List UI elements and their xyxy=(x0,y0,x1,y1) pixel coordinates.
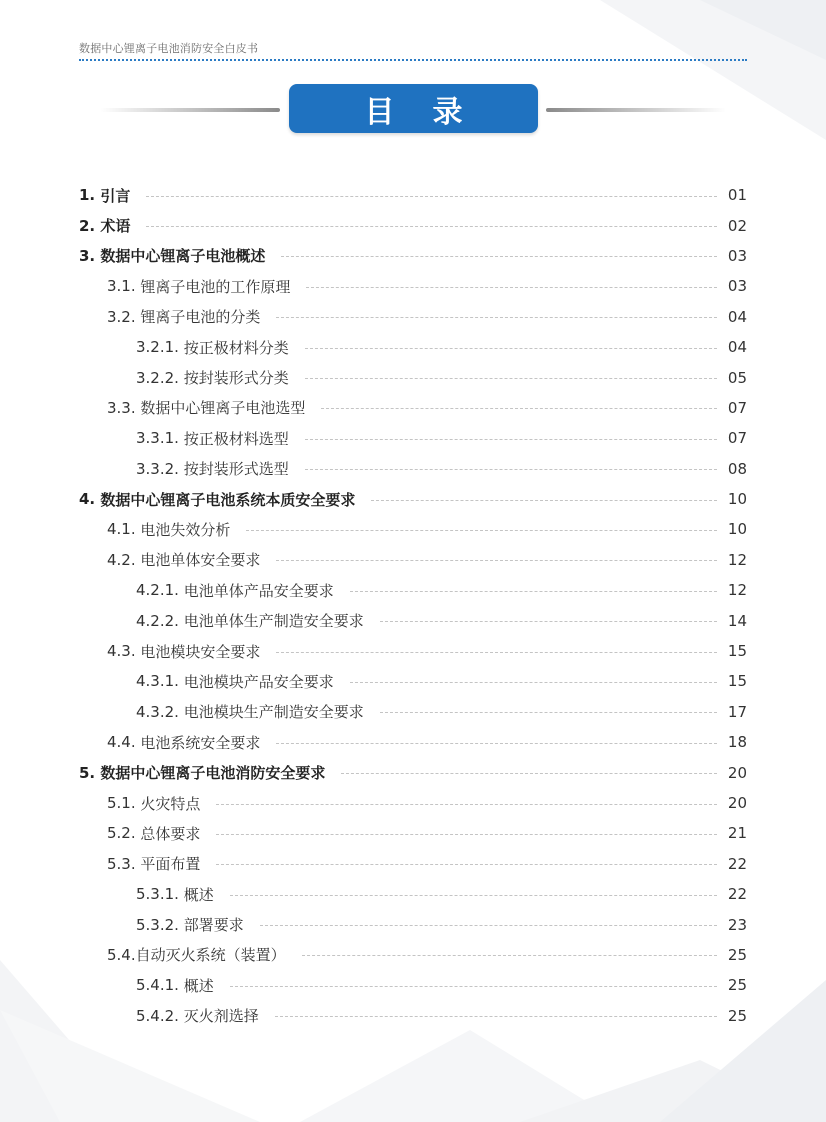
toc-dotted-leader xyxy=(281,256,717,257)
toc-entry[interactable] xyxy=(79,362,747,392)
toc-title-banner xyxy=(0,84,826,134)
toc-dotted-leader xyxy=(276,317,717,318)
toc-entry-number: 3.2.1. xyxy=(136,338,184,357)
toc-entry-number: 4. xyxy=(79,490,101,509)
toc-entry[interactable] xyxy=(79,484,747,514)
toc-entry-label: 术语 xyxy=(100,217,131,236)
toc-entry[interactable] xyxy=(79,302,747,332)
toc-entry-label: 概述 xyxy=(183,885,214,904)
toc-entry-number: 5. xyxy=(79,763,101,782)
toc-entry-number: 3.2.2. xyxy=(136,368,184,387)
toc-entry-number: 5.4.2. xyxy=(136,1006,184,1025)
toc-entry-label: 平面布置 xyxy=(140,855,201,874)
toc-dotted-leader xyxy=(371,500,717,501)
toc-entry-number: 4.2.2. xyxy=(136,611,184,630)
toc-entry-number: 5.2. xyxy=(107,824,141,843)
toc-dotted-leader xyxy=(350,682,717,683)
title-decor-line-left xyxy=(100,108,280,112)
toc-entry-number: 4.1. xyxy=(107,520,141,539)
toc-dotted-leader xyxy=(380,621,717,622)
toc-dotted-leader xyxy=(146,196,717,197)
toc-entry-label: 按正极材料分类 xyxy=(183,338,289,357)
toc-entry[interactable] xyxy=(79,393,747,423)
toc-dotted-leader xyxy=(305,439,717,440)
toc-entry-page-number: 15 xyxy=(727,642,747,661)
toc-entry[interactable] xyxy=(79,636,747,666)
toc-entry-label: 火灾特点 xyxy=(140,794,201,813)
toc-entry-number: 5.4.1. xyxy=(136,976,184,995)
toc-entry-page-number: 08 xyxy=(727,459,747,478)
toc-entry-number: 5.1. xyxy=(107,794,141,812)
toc-entry-label: 电池单体产品安全要求 xyxy=(183,581,334,600)
toc-entry[interactable] xyxy=(79,514,747,544)
toc-dotted-leader xyxy=(321,408,717,409)
toc-entry[interactable] xyxy=(79,575,747,605)
header-dotted-rule xyxy=(79,59,747,61)
toc-entry-page-number: 14 xyxy=(727,611,747,630)
toc-entry[interactable] xyxy=(79,545,747,575)
toc-entry-label: 数据中心锂离子电池概述 xyxy=(100,247,266,266)
toc-entry-number: 5.3.1. xyxy=(136,885,184,904)
toc-entry-page-number: 10 xyxy=(727,520,747,539)
toc-entry-label: 锂离子电池的分类 xyxy=(140,308,261,327)
toc-entry[interactable] xyxy=(79,697,747,727)
toc-entry-page-number: 20 xyxy=(727,763,747,782)
toc-entry-number: 1. xyxy=(79,186,101,205)
toc-entry-number: 4.2. xyxy=(107,550,141,569)
toc-entry-number: 3.3. xyxy=(107,398,141,417)
toc-entry[interactable] xyxy=(79,788,747,818)
toc-entry-label: 数据中心锂离子电池选型 xyxy=(140,399,306,418)
toc-entry-page-number: 10 xyxy=(727,490,747,509)
toc-entry-label: 数据中心锂离子电池消防安全要求 xyxy=(100,764,326,783)
toc-entry-number: 3.2. xyxy=(107,307,141,326)
toc-dotted-leader xyxy=(275,1016,717,1017)
toc-entry-number: 4.3.2. xyxy=(136,702,184,721)
toc-entry-label: 电池模块产品安全要求 xyxy=(183,672,334,691)
toc-entry-page-number: 12 xyxy=(727,550,747,569)
toc-entry-page-number: 22 xyxy=(727,885,747,904)
toc-entry-label: 灭火剂选择 xyxy=(183,1007,259,1026)
toc-entry-number: 3.3.1. xyxy=(136,429,184,448)
toc-entry-label: 电池模块安全要求 xyxy=(140,642,261,661)
toc-dotted-leader xyxy=(305,469,717,470)
toc-dotted-leader xyxy=(305,378,717,379)
toc-entry[interactable] xyxy=(79,454,747,484)
toc-entry-page-number: 03 xyxy=(727,277,747,296)
toc-dotted-leader xyxy=(341,773,717,774)
toc-dotted-leader xyxy=(246,530,717,531)
toc-entry-page-number: 03 xyxy=(727,246,747,265)
toc-entry[interactable] xyxy=(79,940,747,970)
toc-dotted-leader xyxy=(230,895,717,896)
toc-title-box xyxy=(289,84,538,133)
toc-dotted-leader xyxy=(230,986,717,987)
toc-entry-page-number: 17 xyxy=(727,702,747,721)
toc-entry[interactable] xyxy=(79,423,747,453)
toc-entry[interactable] xyxy=(79,1001,747,1031)
toc-entry-number: 5.3.2. xyxy=(136,915,184,934)
toc-entry[interactable] xyxy=(79,605,747,635)
toc-entry[interactable] xyxy=(79,757,747,787)
toc-dotted-leader xyxy=(350,591,717,592)
toc-entry-label: 电池单体安全要求 xyxy=(140,551,261,570)
toc-entry-label: 自动灭火系统（装置） xyxy=(135,946,286,965)
toc-entry-number: 4.3. xyxy=(107,642,141,661)
toc-entry-number: 3.3.2. xyxy=(136,459,184,478)
toc-entry-number: 3.1. xyxy=(107,277,141,296)
toc-entry-label: 按封装形式选型 xyxy=(183,460,289,479)
toc-entry[interactable] xyxy=(79,210,747,240)
toc-entry-page-number: 05 xyxy=(727,368,747,387)
toc-entry-label: 部署要求 xyxy=(183,916,244,935)
toc-dotted-leader xyxy=(302,955,717,956)
toc-entry-number: 4.4. xyxy=(107,733,141,752)
toc-entry-label: 引言 xyxy=(100,186,131,205)
toc-dotted-leader xyxy=(216,834,717,835)
toc-entry-label: 电池模块生产制造安全要求 xyxy=(183,703,364,722)
toc-entry[interactable] xyxy=(79,879,747,909)
toc-entry-label: 电池失效分析 xyxy=(140,520,231,539)
toc-entry-number: 3. xyxy=(79,246,101,265)
toc-entry-page-number: 07 xyxy=(727,429,747,448)
toc-dotted-leader xyxy=(260,925,717,926)
toc-entry-page-number: 18 xyxy=(727,733,747,752)
toc-entry-label: 锂离子电池的工作原理 xyxy=(140,277,291,296)
toc-entry-label: 按封装形式分类 xyxy=(183,369,289,388)
toc-dotted-leader xyxy=(216,804,717,805)
toc-entry-number: 2. xyxy=(79,216,101,235)
toc-entry-label: 按正极材料选型 xyxy=(183,429,289,448)
toc-entry-page-number: 12 xyxy=(727,581,747,600)
toc-entry[interactable] xyxy=(79,909,747,939)
toc-entry-page-number: 23 xyxy=(727,915,747,934)
toc-entry-label: 电池单体生产制造安全要求 xyxy=(183,612,364,631)
toc-dotted-leader xyxy=(276,652,717,653)
toc-entry-page-number: 07 xyxy=(727,398,747,417)
toc-entry[interactable] xyxy=(79,818,747,848)
toc-entry-page-number: 01 xyxy=(727,186,747,205)
toc-entry[interactable] xyxy=(79,180,747,210)
toc-entry[interactable] xyxy=(79,970,747,1000)
toc-entry-page-number: 15 xyxy=(727,672,747,691)
toc-title: 目录 xyxy=(364,94,501,130)
toc-entry-label: 电池系统安全要求 xyxy=(140,733,261,752)
toc-dotted-leader xyxy=(276,743,717,744)
toc-dotted-leader xyxy=(146,226,717,227)
toc-entry[interactable] xyxy=(79,332,747,362)
toc-dotted-leader xyxy=(380,712,717,713)
toc-entry-number: 4.2.1. xyxy=(136,581,184,600)
toc-entry[interactable] xyxy=(79,849,747,879)
toc-entry-page-number: 25 xyxy=(727,1006,747,1025)
document-header-title: 数据中心锂离子电池消防安全白皮书 xyxy=(79,42,259,55)
title-decor-line-right xyxy=(546,108,726,112)
toc-entry-page-number: 20 xyxy=(727,794,747,812)
toc-entry[interactable] xyxy=(79,666,747,696)
toc-entry-page-number: 25 xyxy=(727,945,747,964)
toc-dotted-leader xyxy=(216,864,717,865)
toc-dotted-leader xyxy=(306,287,717,288)
toc-entry-number: 4.3.1. xyxy=(136,672,184,691)
toc-dotted-leader xyxy=(276,560,717,561)
toc-entry-page-number: 04 xyxy=(727,307,747,326)
toc-entry-page-number: 21 xyxy=(727,824,747,843)
toc-entry-label: 概述 xyxy=(183,976,214,995)
toc-dotted-leader xyxy=(305,348,717,349)
toc-entry-page-number: 04 xyxy=(727,338,747,357)
toc-entry-number: 5.3. xyxy=(107,854,141,873)
toc-entry-page-number: 02 xyxy=(727,216,747,235)
toc-entry[interactable] xyxy=(79,727,747,757)
toc-entry-page-number: 25 xyxy=(727,976,747,995)
toc-entry-page-number: 22 xyxy=(727,854,747,873)
table-of-contents xyxy=(79,180,747,1031)
toc-entry[interactable] xyxy=(79,271,747,301)
toc-entry-label: 总体要求 xyxy=(140,824,201,843)
toc-entry-number: 5.4. xyxy=(107,945,136,964)
toc-entry[interactable] xyxy=(79,241,747,271)
toc-entry-label: 数据中心锂离子电池系统本质安全要求 xyxy=(100,490,356,509)
